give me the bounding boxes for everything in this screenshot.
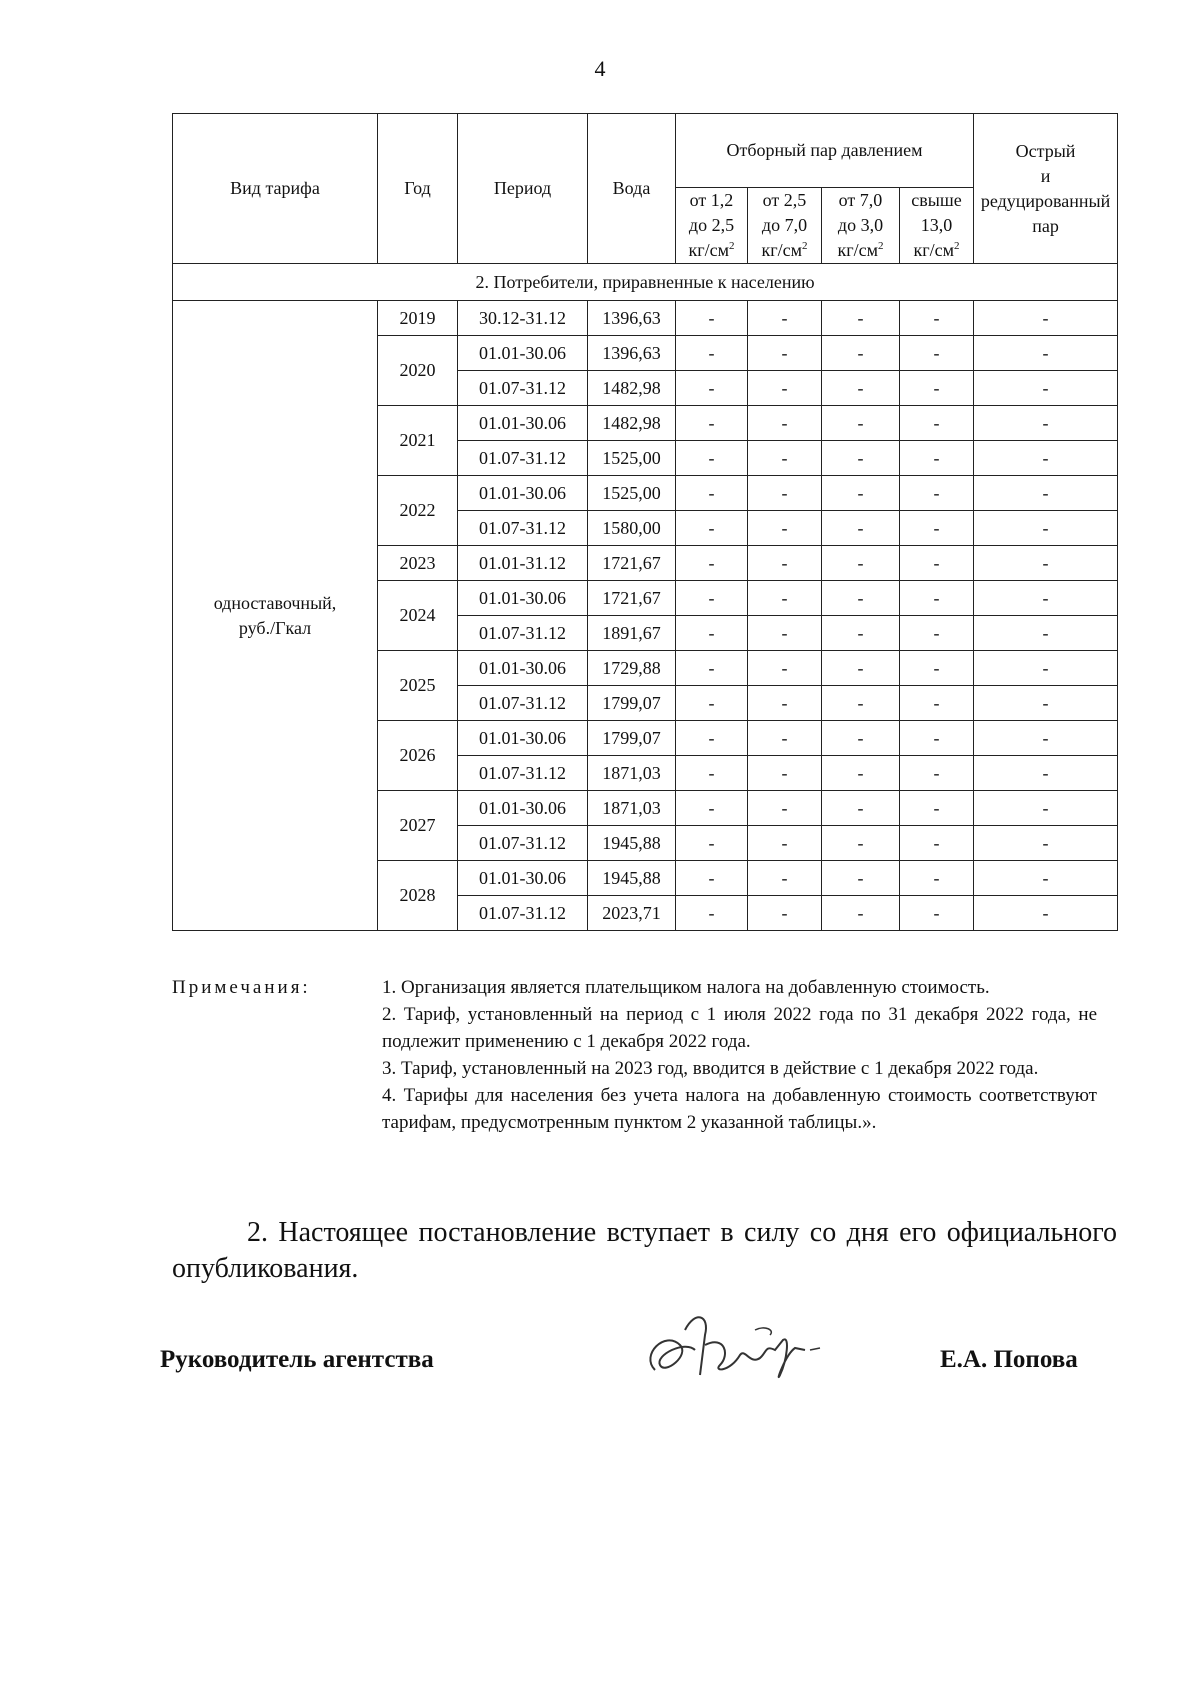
steam-cell: - — [974, 371, 1118, 406]
period-cell: 30.12-31.12 — [458, 301, 588, 336]
period-cell: 01.07-31.12 — [458, 896, 588, 931]
period-cell: 01.01-30.06 — [458, 651, 588, 686]
period-cell: 01.01-30.06 — [458, 406, 588, 441]
steam-cell: - — [822, 406, 900, 441]
period-cell: 01.01-30.06 — [458, 581, 588, 616]
water-cell: 1799,07 — [588, 721, 676, 756]
steam-cell: - — [748, 721, 822, 756]
header-sharp-steam: Острый и редуцированный пар — [974, 114, 1118, 264]
steam-cell: - — [900, 581, 974, 616]
period-cell: 01.01-30.06 — [458, 476, 588, 511]
steam-cell: - — [822, 511, 900, 546]
signatory-title: Руководитель агентства — [160, 1346, 434, 1373]
steam-cell: - — [748, 406, 822, 441]
steam-cell: - — [676, 441, 748, 476]
water-cell: 1945,88 — [588, 861, 676, 896]
water-cell: 1482,98 — [588, 371, 676, 406]
header-period: Период — [458, 114, 588, 264]
header-year: Год — [378, 114, 458, 264]
steam-cell: - — [676, 616, 748, 651]
steam-cell: - — [676, 406, 748, 441]
steam-cell: - — [748, 896, 822, 931]
period-cell: 01.07-31.12 — [458, 441, 588, 476]
steam-cell: - — [822, 336, 900, 371]
steam-cell: - — [974, 616, 1118, 651]
table-row — [173, 301, 1118, 336]
steam-cell: - — [974, 686, 1118, 721]
steam-cell: - — [748, 581, 822, 616]
header-pressure-4: свыше 13,0 $кг/см^2$ — [900, 188, 974, 264]
steam-cell: - — [748, 336, 822, 371]
steam-cell: - — [822, 826, 900, 861]
steam-cell: - — [822, 371, 900, 406]
notes-label: Примечания: — [172, 977, 311, 998]
period-cell: 01.07-31.12 — [458, 371, 588, 406]
section-title: 2. Потребители, приравненные к населению — [173, 264, 1118, 301]
header-pressure-2: от 2,5 до 7,0 $кг/см^2$ — [748, 188, 822, 264]
year-cell: 2023 — [378, 546, 458, 581]
steam-cell: - — [900, 406, 974, 441]
water-cell: 1721,67 — [588, 546, 676, 581]
note-item: 4. Тарифы для населения без учета налога на добавленную стоимость соответствуют тарифам, предусмотренным пунктом 2 указанной таблицы.». — [382, 1085, 1097, 1133]
steam-cell: - — [900, 441, 974, 476]
steam-cell: - — [676, 546, 748, 581]
steam-cell: - — [974, 336, 1118, 371]
notes-list — [382, 974, 1097, 1136]
steam-cell: - — [900, 826, 974, 861]
steam-cell: - — [676, 756, 748, 791]
steam-cell: - — [822, 616, 900, 651]
steam-cell: - — [900, 896, 974, 931]
effective-clause: 2. Настоящее постановление вступает в силу со дня его официального опубликования. — [172, 1217, 1117, 1284]
header-pressure-1: от 1,2 до 2,5 $кг/см^2$ — [676, 188, 748, 264]
steam-cell: - — [900, 756, 974, 791]
steam-cell: - — [974, 826, 1118, 861]
year-cell: 2019 — [378, 301, 458, 336]
water-cell: 1871,03 — [588, 791, 676, 826]
steam-cell: - — [974, 896, 1118, 931]
steam-cell: - — [974, 441, 1118, 476]
note-item: 1. Организация является плательщиком налога на добавленную стоимость. — [382, 977, 990, 998]
steam-cell: - — [974, 861, 1118, 896]
steam-cell: - — [822, 301, 900, 336]
steam-cell: - — [676, 336, 748, 371]
water-cell: 1396,63 — [588, 301, 676, 336]
water-cell: 1945,88 — [588, 826, 676, 861]
tariff-type-cell — [173, 301, 378, 931]
water-cell: 2023,71 — [588, 896, 676, 931]
steam-cell: - — [974, 406, 1118, 441]
steam-cell: - — [974, 301, 1118, 336]
year-cell: 2025 — [378, 651, 458, 721]
steam-cell: - — [748, 616, 822, 651]
year-cell: 2021 — [378, 406, 458, 476]
steam-cell: - — [676, 651, 748, 686]
period-cell: 01.01-30.06 — [458, 861, 588, 896]
steam-cell: - — [974, 721, 1118, 756]
steam-cell: - — [748, 476, 822, 511]
year-cell: 2022 — [378, 476, 458, 546]
water-cell: 1525,00 — [588, 476, 676, 511]
steam-cell: - — [748, 546, 822, 581]
steam-cell: - — [676, 511, 748, 546]
steam-cell: - — [900, 616, 974, 651]
steam-cell: - — [676, 301, 748, 336]
tariff-table — [172, 113, 1118, 931]
water-cell: 1799,07 — [588, 686, 676, 721]
steam-cell: - — [676, 686, 748, 721]
steam-cell: - — [676, 371, 748, 406]
steam-cell: - — [974, 476, 1118, 511]
water-cell: 1729,88 — [588, 651, 676, 686]
steam-cell: - — [974, 791, 1118, 826]
water-cell: 1482,98 — [588, 406, 676, 441]
steam-cell: - — [822, 651, 900, 686]
water-cell: 1871,03 — [588, 756, 676, 791]
steam-cell: - — [748, 441, 822, 476]
steam-cell: - — [822, 861, 900, 896]
steam-cell: - — [900, 651, 974, 686]
steam-cell: - — [900, 686, 974, 721]
steam-cell: - — [748, 861, 822, 896]
steam-cell: - — [748, 686, 822, 721]
steam-cell: - — [822, 721, 900, 756]
signatory-name: Е.А. Попова — [940, 1346, 1078, 1373]
period-cell: 01.07-31.12 — [458, 511, 588, 546]
period-cell: 01.07-31.12 — [458, 826, 588, 861]
steam-cell: - — [900, 371, 974, 406]
period-cell: 01.07-31.12 — [458, 686, 588, 721]
steam-cell: - — [900, 476, 974, 511]
steam-cell: - — [822, 896, 900, 931]
steam-cell: - — [974, 511, 1118, 546]
steam-cell: - — [676, 861, 748, 896]
year-cell: 2020 — [378, 336, 458, 406]
steam-cell: - — [900, 861, 974, 896]
steam-cell: - — [900, 791, 974, 826]
steam-cell: - — [822, 581, 900, 616]
steam-cell: - — [900, 511, 974, 546]
steam-cell: - — [748, 756, 822, 791]
note-item: 3. Тариф, установленный на 2023 год, вводится в действие с 1 декабря 2022 года. — [382, 1058, 1039, 1079]
steam-cell: - — [676, 476, 748, 511]
steam-cell: - — [748, 371, 822, 406]
steam-cell: - — [676, 721, 748, 756]
water-cell: 1891,67 — [588, 616, 676, 651]
steam-cell: - — [748, 651, 822, 686]
period-cell: 01.01-30.06 — [458, 336, 588, 371]
steam-cell: - — [822, 756, 900, 791]
header-pressure-3: от 7,0 до 3,0 $кг/см^2$ — [822, 188, 900, 264]
steam-cell: - — [676, 581, 748, 616]
steam-cell: - — [822, 791, 900, 826]
header-water: Вода — [588, 114, 676, 264]
note-item: 2. Тариф, установленный на период с 1 июля 2022 года по 31 декабря 2022 года, не подлежит применению с 1 декабря 2022 года. — [382, 1004, 1097, 1052]
steam-cell: - — [822, 686, 900, 721]
water-cell: 1580,00 — [588, 511, 676, 546]
steam-cell: - — [900, 336, 974, 371]
steam-cell: - — [748, 301, 822, 336]
tariff-type-line: руб./Гкал — [238, 617, 312, 638]
steam-cell: - — [974, 756, 1118, 791]
water-cell: 1525,00 — [588, 441, 676, 476]
steam-cell: - — [822, 476, 900, 511]
period-cell: 01.01-30.06 — [458, 791, 588, 826]
period-cell: 01.01-31.12 — [458, 546, 588, 581]
steam-cell: - — [748, 511, 822, 546]
steam-cell: - — [900, 301, 974, 336]
steam-cell: - — [900, 721, 974, 756]
steam-cell: - — [900, 546, 974, 581]
steam-cell: - — [676, 896, 748, 931]
steam-cell: - — [974, 651, 1118, 686]
header-selected-steam: Отборный пар давлением — [676, 114, 974, 188]
steam-cell: - — [822, 546, 900, 581]
steam-cell: - — [974, 546, 1118, 581]
steam-cell: - — [748, 826, 822, 861]
steam-cell: - — [676, 791, 748, 826]
handwritten-signature — [635, 1300, 835, 1400]
water-cell: 1721,67 — [588, 581, 676, 616]
period-cell: 01.07-31.12 — [458, 756, 588, 791]
period-cell: 01.07-31.12 — [458, 616, 588, 651]
steam-cell: - — [974, 581, 1118, 616]
steam-cell: - — [822, 441, 900, 476]
water-cell: 1396,63 — [588, 336, 676, 371]
page-number: 4 — [594, 56, 606, 81]
steam-cell: - — [676, 826, 748, 861]
year-cell: 2028 — [378, 861, 458, 931]
header-tariff-type: Вид тарифа — [173, 114, 378, 264]
tariff-type-line: одноставочный, — [213, 592, 337, 613]
period-cell: 01.01-30.06 — [458, 721, 588, 756]
year-cell: 2026 — [378, 721, 458, 791]
year-cell: 2024 — [378, 581, 458, 651]
year-cell: 2027 — [378, 791, 458, 861]
steam-cell: - — [748, 791, 822, 826]
